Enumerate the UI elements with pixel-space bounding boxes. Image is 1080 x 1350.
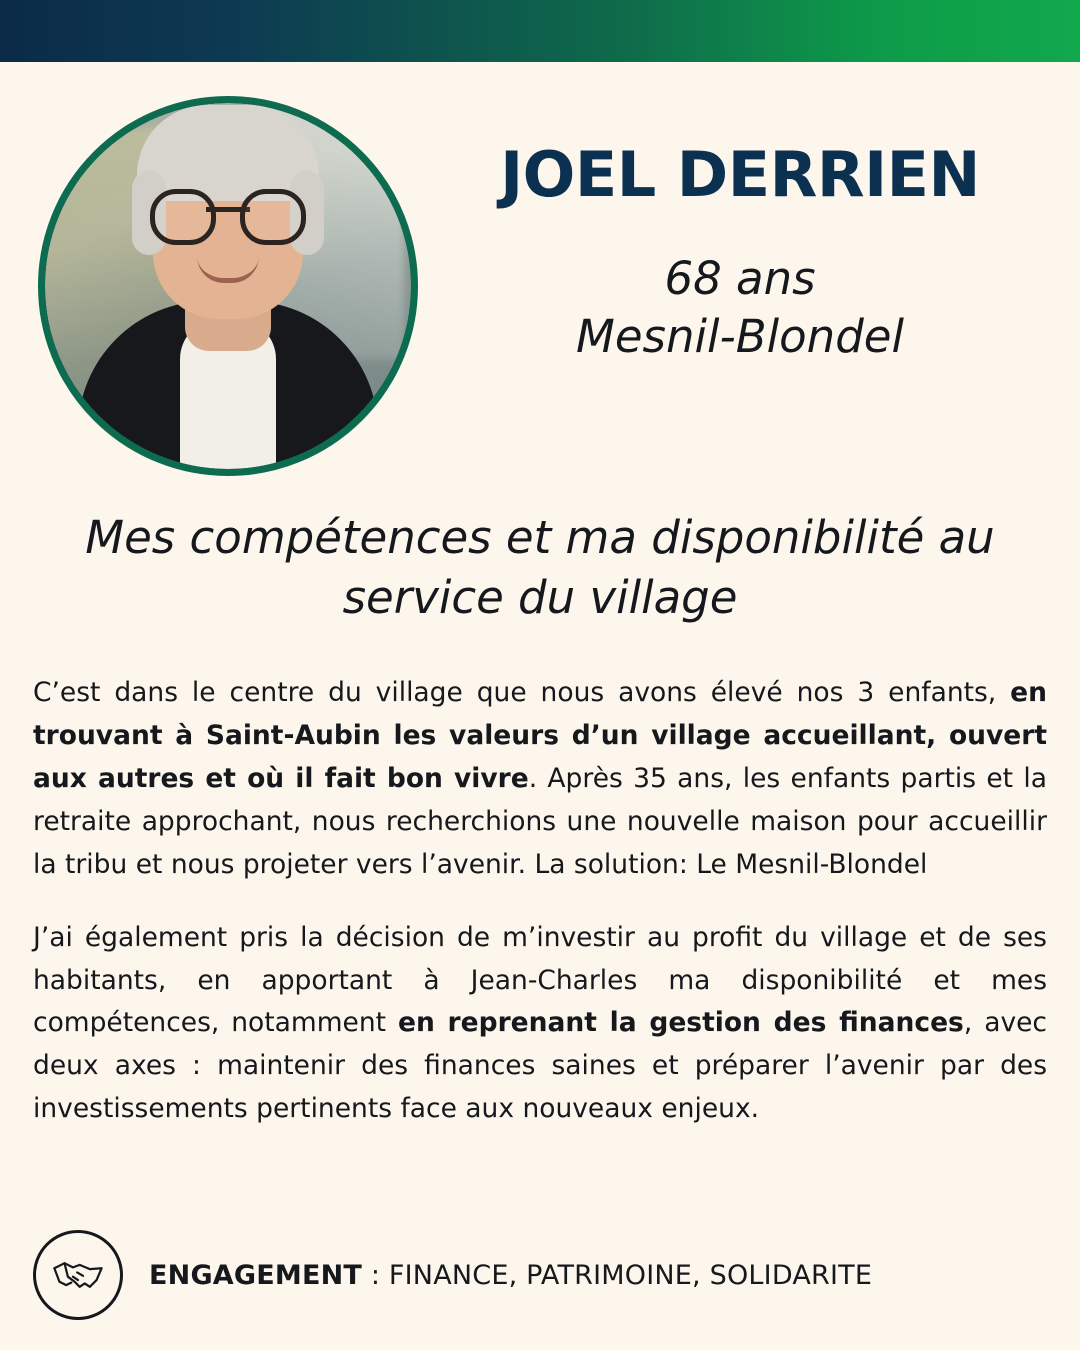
engagement-separator: : [362, 1259, 389, 1291]
paragraph-1 [33, 672, 1047, 887]
handshake-icon [33, 1230, 123, 1320]
avatar [38, 96, 418, 476]
profile-location: Mesnil-Blondel [576, 309, 904, 363]
profile-age: 68 ans [664, 252, 816, 305]
paragraph-2-bold-1: en reprenant la gestion des finances [397, 1007, 964, 1039]
paragraph-2-part-1: J’ai également pris la décision de m’investir au profit du village et de ses habitants, en apportant à Jean-Charles ma disponibilité et mes compétences, notamment [33, 921, 1047, 1039]
profile-subtitle [430, 250, 1050, 365]
page-title: JOEL DERRIEN [500, 138, 980, 211]
profile-header [0, 62, 1080, 502]
glasses-icon [150, 189, 306, 237]
engagement-text [149, 1260, 872, 1291]
paragraph-2-part-2: , avec deux axes : maintenir des finances saines et préparer l’avenir par des investissements pertinents face aux nouveaux enjeux. [33, 1007, 1047, 1125]
engagement-values: FINANCE, PATRIMOINE, SOLIDARITE [388, 1259, 873, 1291]
slogan-text: Mes compétences et ma disponibilité au service du village [85, 511, 995, 624]
paragraph-2 [33, 917, 1047, 1132]
engagement-label: ENGAGEMENT [149, 1259, 363, 1291]
portrait-photo [45, 103, 411, 469]
paragraph-1-bold-1: en trouvant à Saint-Aubin les valeurs d’un village accueillant, ouvert aux autres et où il fait bon vivre [33, 677, 1047, 794]
paragraph-1-part-1: C’est dans le centre du village que nous avons élevé nos 3 enfants, [33, 677, 1011, 708]
paragraph-1-part-2: . Après 35 ans, les enfants partis et la retraite approchant, nous recherchions une nouvelle maison pour accueillir la tribu et nous projeter vers l’avenir. La solution: Le Mesnil-Blondel [33, 762, 1047, 880]
body-copy [33, 672, 1047, 1131]
top-gradient-bar [0, 0, 1080, 62]
engagement-footer [33, 1230, 1047, 1320]
